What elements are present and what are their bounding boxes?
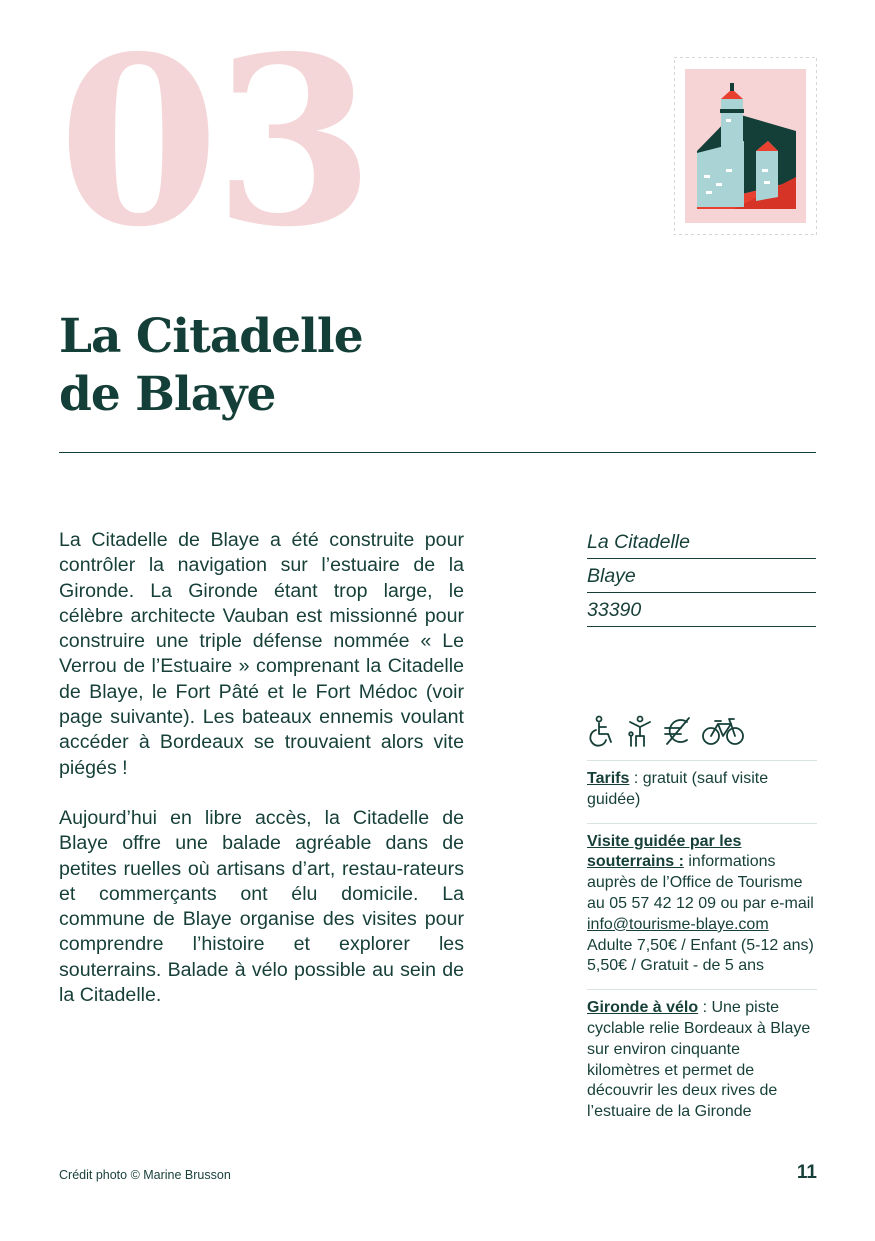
- visite-label: Visite guidée par les souterrains :: [587, 832, 742, 871]
- citadel-stamp-illustration: [674, 57, 817, 235]
- email-link[interactable]: info@tourisme-blaye.com: [587, 915, 769, 933]
- body-paragraph-1: La Citadelle de Blaye a été construite pour contrôler la navigation sur l’estuaire de la Gironde. La Gironde étant trop large, le célèbre architecte Vauban est missionné pour construire une triple défense nommée « Le Verrou de l’Estuaire » comprenant la Citadelle de Blaye, le Fort Pâté et le Fort Médoc (voir page suivante). Les bateaux ennemis voulant accéder à Bordeaux se trouvaient alors vite piégés !: [59, 529, 464, 779]
- photo-credit: Crédit photo © Marine Brusson: [59, 1168, 231, 1182]
- info-visite: [587, 823, 817, 990]
- wheelchair-icon: [587, 714, 617, 748]
- title-line-2: de Blaye: [59, 367, 276, 422]
- tarifs-text: : gratuit (sauf visite guidée): [587, 770, 769, 808]
- page-title: [59, 308, 363, 424]
- practical-info: [587, 760, 817, 1135]
- body-paragraph-2: Aujourd’hui en libre accès, la Citadelle de Blaye offre une balade agréable dans de petites ruelles où artisans d’art, restau-rateurs et commerçants ont élu domicile. La commune de Blaye organise des visites pour comprendre l’histoire et explorer les souterrains. Balade à vélo possible au sein de la Citadelle.: [59, 806, 464, 1007]
- address-line-1: La Citadelle: [587, 527, 816, 559]
- info-velo: [587, 989, 817, 1135]
- visite-prices: Adulte 7,50€ / Enfant (5-12 ans) 5,50€ / Gratuit - de 5 ans: [587, 936, 814, 975]
- title-divider: [59, 452, 816, 453]
- page-number: 11: [796, 1162, 817, 1183]
- tarifs-label: Tarifs: [587, 770, 630, 787]
- info-tarifs: [587, 760, 817, 823]
- address-line-2: Blaye: [587, 561, 816, 593]
- velo-text: : Une piste cyclable relie Bordeaux à Blaye sur environ cinquante kilomètres et permet de découvrir les deux rives de l’estuaire de la Gironde: [587, 999, 811, 1121]
- velo-label: Gironde à vélo: [587, 999, 699, 1017]
- amenity-icons: [587, 714, 745, 748]
- title-line-1: La Citadelle: [59, 309, 363, 364]
- chapter-number: 03: [58, 5, 369, 278]
- address-postcode: 33390: [587, 595, 816, 627]
- visite-text: informations auprès de l’Office de Tourisme au 05 57 42 12 09 ou par e-mail: [587, 853, 814, 912]
- body-text: [59, 528, 464, 1033]
- family-icon: [625, 714, 655, 748]
- address-block: [587, 527, 816, 629]
- bicycle-icon: [701, 714, 745, 748]
- euro-icon: [663, 714, 693, 748]
